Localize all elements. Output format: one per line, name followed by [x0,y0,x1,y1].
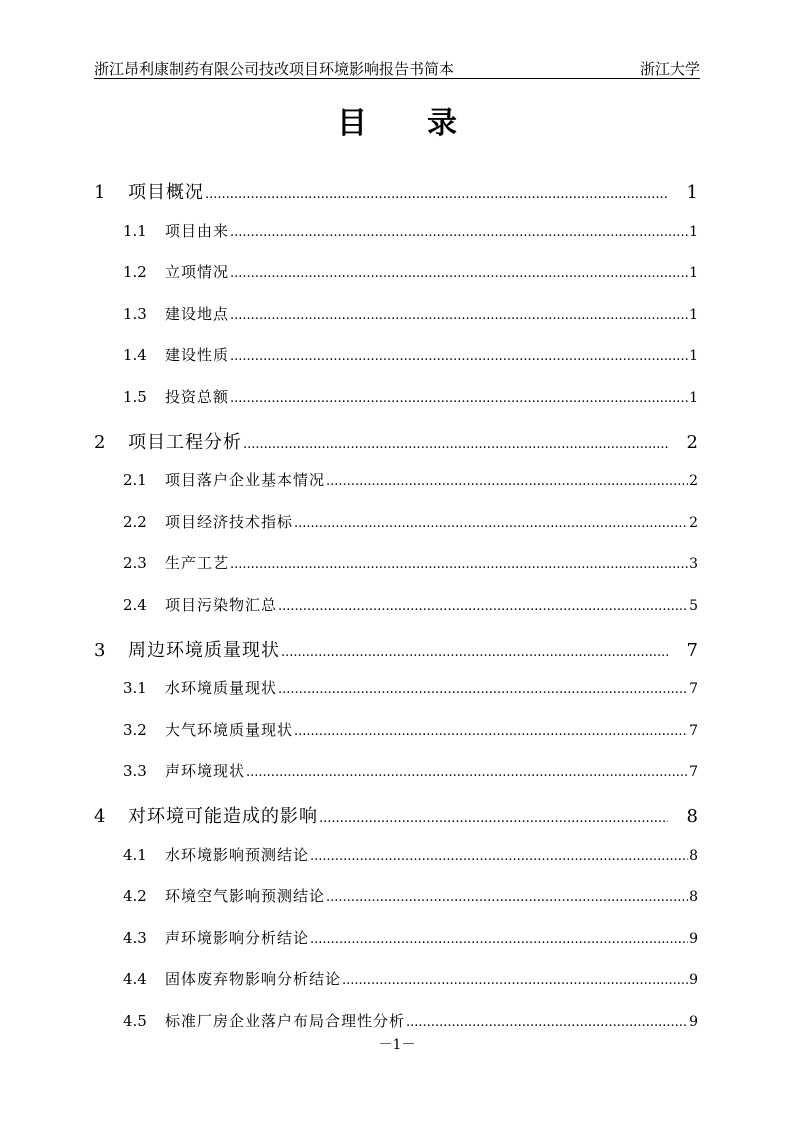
toc-dot-leader [278,682,688,697]
toc-entry-page-number: 7 [686,640,698,661]
toc-dot-leader [310,932,688,947]
toc-chapter-entry[interactable] [94,178,698,204]
toc-entry-label: 声环境影响分析结论 [165,929,310,947]
toc-dot-leader [230,391,688,406]
toc-entry-page-number: 7 [689,723,698,739]
toc-entry-label: 项目经济技术指标 [165,513,294,531]
toc-dot-leader [294,724,688,739]
toc-entry-page-number: 7 [689,681,698,697]
toc-dot-leader [230,225,688,240]
toc-entry-number: 4.1 [123,846,147,864]
toc-entry-label: 项目概况 [128,182,204,203]
toc-entry-number: 4.4 [123,970,147,988]
page-title: 目录 [337,106,517,141]
toc-section-entry[interactable] [123,261,698,283]
toc-entry-number: 1.3 [123,305,147,323]
header-institution: 浙江大学 [639,60,700,78]
toc-entry-number: 3.3 [123,762,147,780]
toc-entry-page-number: 3 [689,556,698,572]
header-document-title: 浙江昂利康制药有限公司技改项目环境影响报告书简本 [94,60,455,78]
toc-entry-page-number: 9 [689,972,698,988]
toc-dot-leader [230,349,688,364]
toc-chapter-entry[interactable] [94,802,698,828]
toc-entry-number: 4.2 [123,887,147,905]
toc-section-entry[interactable] [123,469,698,491]
toc-entry-number: 4.3 [123,929,147,947]
toc-dot-leader [319,811,668,826]
toc-section-entry[interactable] [123,303,698,325]
toc-chapter-entry[interactable] [94,428,698,454]
toc-entry-number: 2 [94,432,106,453]
toc-entry-page-number: 8 [689,848,698,864]
toc-section-entry[interactable] [123,220,698,242]
toc-dot-leader [246,765,688,780]
toc-entry-label: 项目落户企业基本情况 [165,471,326,489]
toc-entry-page-number: 2 [686,432,698,453]
toc-entry-label: 项目工程分析 [128,432,242,453]
toc-dot-leader [326,474,688,489]
toc-entry-number: 2.2 [123,513,147,531]
toc-entry-page-number: 7 [689,764,698,780]
toc-dot-leader [205,187,668,202]
toc-section-entry[interactable] [123,719,698,741]
toc-entry-page-number: 8 [686,806,698,827]
toc-entry-page-number: 5 [689,598,698,614]
toc-entry-label: 建设地点 [165,305,230,323]
toc-entry-label: 水环境质量现状 [165,679,278,697]
toc-dot-leader [278,599,688,614]
toc-dot-leader [310,849,688,864]
toc-dot-leader [230,266,688,281]
toc-entry-label: 声环境现状 [165,762,246,780]
toc-entry-number: 1.4 [123,346,147,364]
toc-section-entry[interactable] [123,386,698,408]
toc-section-entry[interactable] [123,968,698,990]
toc-section-entry[interactable] [123,677,698,699]
toc-entry-label: 水环境影响预测结论 [165,846,310,864]
toc-entry-number: 1.5 [123,388,147,406]
toc-section-entry[interactable] [123,927,698,949]
toc-section-entry[interactable] [123,511,698,533]
toc-dot-leader [406,1015,688,1030]
toc-section-entry[interactable] [123,760,698,782]
toc-section-entry[interactable] [123,552,698,574]
toc-entry-label: 固体废弃物影响分析结论 [165,970,342,988]
toc-entry-page-number: 1 [689,348,698,364]
toc-entry-label: 项目污染物汇总 [165,596,278,614]
toc-entry-number: 3.2 [123,721,147,739]
page-header [94,56,700,79]
toc-dot-leader [294,516,688,531]
toc-entry-page-number: 1 [689,390,698,406]
toc-entry-label: 对环境可能造成的影响 [128,806,318,827]
toc-entry-number: 2.1 [123,471,147,489]
toc-entry-number: 1.1 [123,222,147,240]
toc-entry-number: 4 [94,806,106,827]
toc-entry-page-number: 1 [689,265,698,281]
toc-entry-label: 生产工艺 [165,554,230,572]
toc-entry-page-number: 1 [686,182,698,203]
toc-entry-number: 3.1 [123,679,147,697]
page-number-footer: －1－ [378,1037,416,1053]
toc-entry-page-number: 2 [689,515,698,531]
toc-entry-number: 2.3 [123,554,147,572]
toc-entry-label: 建设性质 [165,346,230,364]
toc-entry-page-number: 1 [689,307,698,323]
toc-entry-number: 2.4 [123,596,147,614]
toc-dot-leader [230,557,688,572]
toc-entry-number: 1.2 [123,263,147,281]
toc-entry-label: 周边环境质量现状 [128,640,280,661]
toc-entry-label: 标准厂房企业落户布局合理性分析 [165,1012,406,1030]
toc-section-entry[interactable] [123,885,698,907]
toc-section-entry[interactable] [123,344,698,366]
toc-entry-label: 环境空气影响预测结论 [165,887,326,905]
toc-dot-leader [230,308,688,323]
toc-entry-number: 3 [94,640,106,661]
toc-entry-label: 大气环境质量现状 [165,721,294,739]
toc-entry-page-number: 9 [689,931,698,947]
toc-dot-leader [243,437,668,452]
toc-dot-leader [281,645,668,660]
toc-entry-page-number: 1 [689,224,698,240]
toc-chapter-entry[interactable] [94,636,698,662]
toc-entry-number: 1 [94,182,106,203]
toc-entry-label: 立项情况 [165,263,230,281]
toc-section-entry[interactable] [123,844,698,866]
toc-entry-page-number: 9 [689,1014,698,1030]
toc-entry-label: 投资总额 [165,388,230,406]
toc-dot-leader [342,973,688,988]
toc-entry-label: 项目由来 [165,222,230,240]
toc-entry-page-number: 2 [689,473,698,489]
toc-entry-number: 4.5 [123,1012,147,1030]
toc-dot-leader [326,890,688,905]
toc-section-entry[interactable] [123,594,698,616]
toc-section-entry[interactable] [123,1010,698,1032]
toc-entry-page-number: 8 [689,889,698,905]
